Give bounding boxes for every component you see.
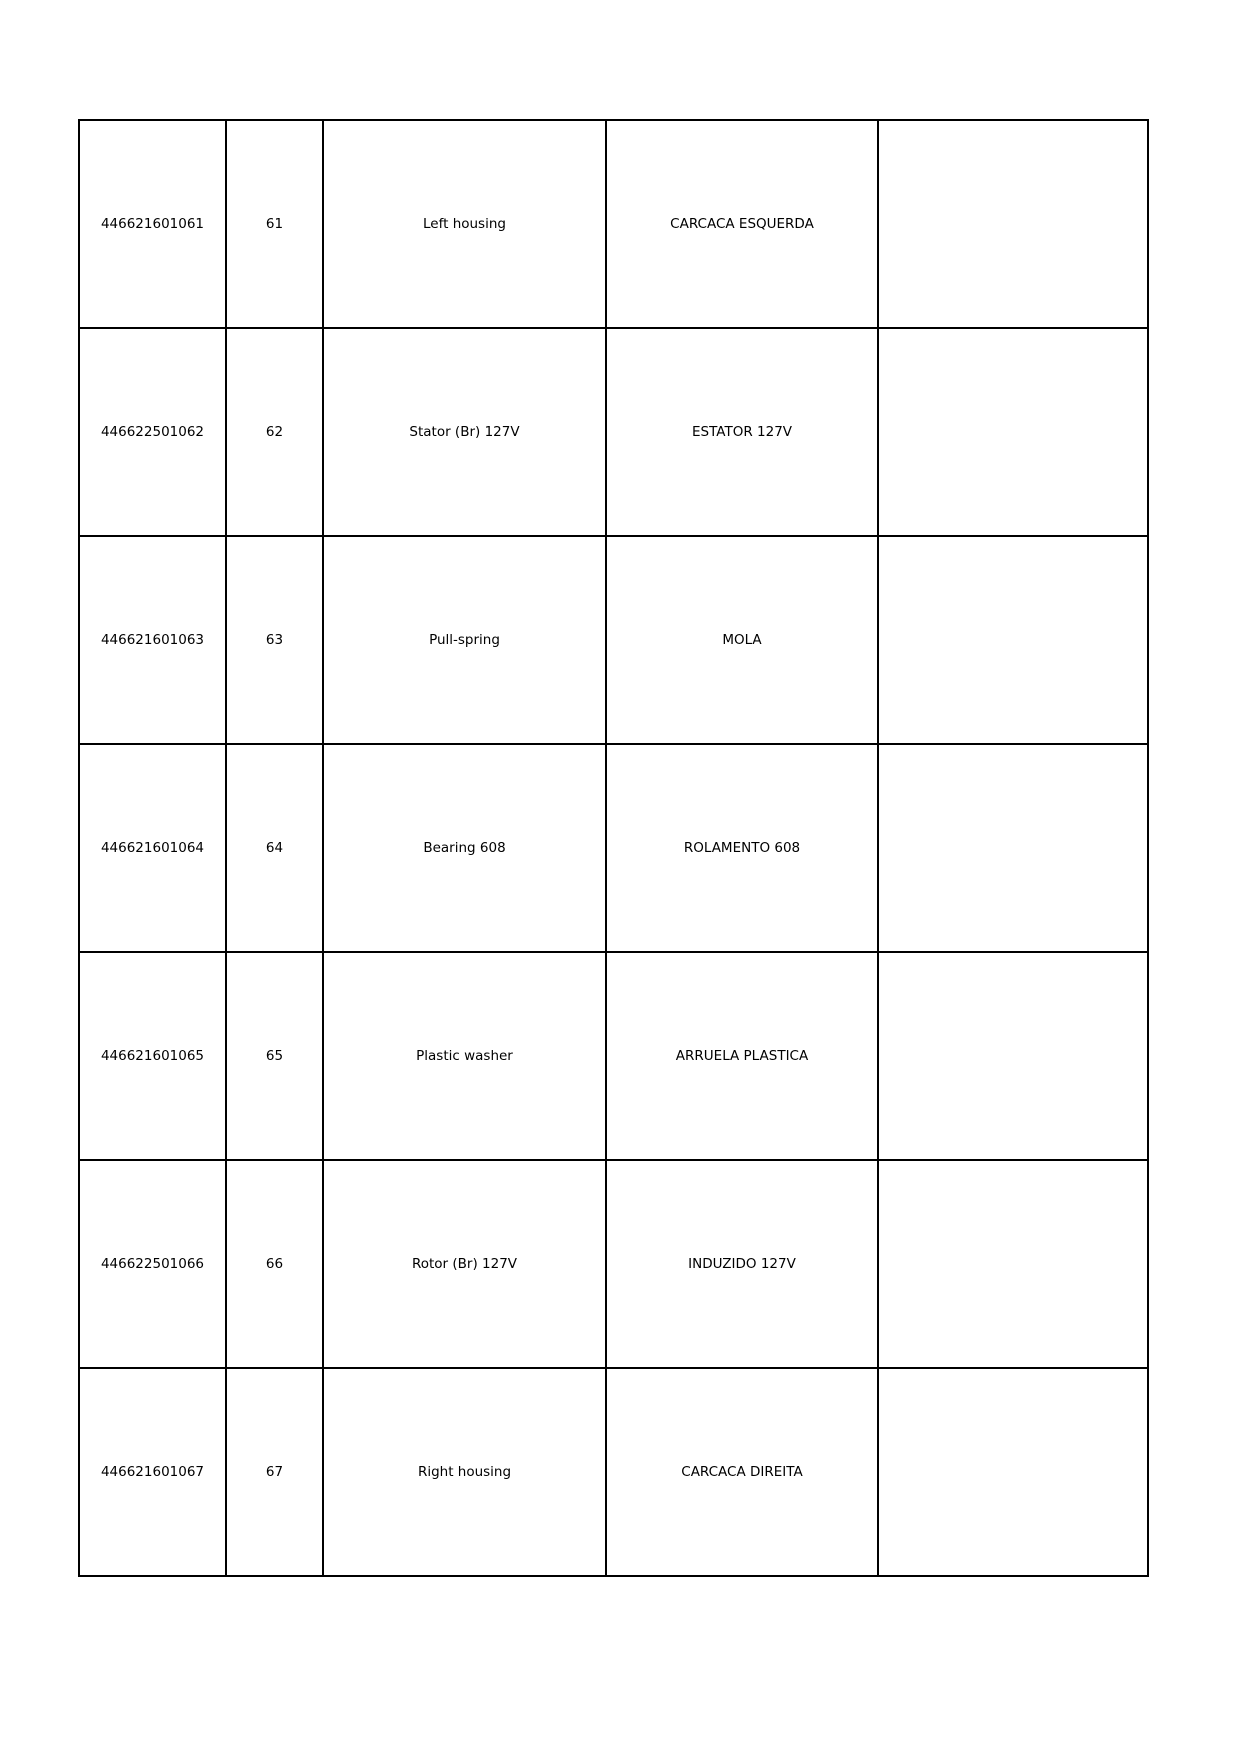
table-row <box>79 952 1148 1160</box>
table-row <box>79 1368 1148 1576</box>
position-cell: 61 <box>226 120 323 328</box>
part-code-cell: 446621601064 <box>79 744 226 952</box>
position-cell: 62 <box>226 328 323 536</box>
position-cell: 65 <box>226 952 323 1160</box>
note-cell <box>878 1368 1148 1576</box>
position-cell: 66 <box>226 1160 323 1368</box>
part-code-cell: 446622501062 <box>79 328 226 536</box>
description-en-cell: Left housing <box>323 120 606 328</box>
description-pt-cell: ARRUELA PLASTICA <box>606 952 878 1160</box>
description-pt-cell: CARCACA ESQUERDA <box>606 120 878 328</box>
note-cell <box>878 120 1148 328</box>
description-en-cell: Right housing <box>323 1368 606 1576</box>
description-pt-cell: ESTATOR 127V <box>606 328 878 536</box>
description-en-cell: Pull-spring <box>323 536 606 744</box>
description-en-cell: Plastic washer <box>323 952 606 1160</box>
table-row <box>79 1160 1148 1368</box>
part-code-cell: 446621601067 <box>79 1368 226 1576</box>
part-code-cell: 446622501066 <box>79 1160 226 1368</box>
part-code-cell: 446621601061 <box>79 120 226 328</box>
position-cell: 63 <box>226 536 323 744</box>
note-cell <box>878 328 1148 536</box>
note-cell <box>878 536 1148 744</box>
description-pt-cell: CARCACA DIREITA <box>606 1368 878 1576</box>
part-code-cell: 446621601065 <box>79 952 226 1160</box>
note-cell <box>878 952 1148 1160</box>
description-pt-cell: ROLAMENTO 608 <box>606 744 878 952</box>
position-cell: 67 <box>226 1368 323 1576</box>
table-row <box>79 744 1148 952</box>
table-row <box>79 328 1148 536</box>
note-cell <box>878 744 1148 952</box>
description-pt-cell: INDUZIDO 127V <box>606 1160 878 1368</box>
description-en-cell: Rotor (Br) 127V <box>323 1160 606 1368</box>
table-row <box>79 120 1148 328</box>
parts-table-body <box>79 120 1148 1576</box>
parts-table <box>78 119 1149 1577</box>
description-en-cell: Bearing 608 <box>323 744 606 952</box>
position-cell: 64 <box>226 744 323 952</box>
table-row <box>79 536 1148 744</box>
description-en-cell: Stator (Br) 127V <box>323 328 606 536</box>
part-code-cell: 446621601063 <box>79 536 226 744</box>
description-pt-cell: MOLA <box>606 536 878 744</box>
note-cell <box>878 1160 1148 1368</box>
